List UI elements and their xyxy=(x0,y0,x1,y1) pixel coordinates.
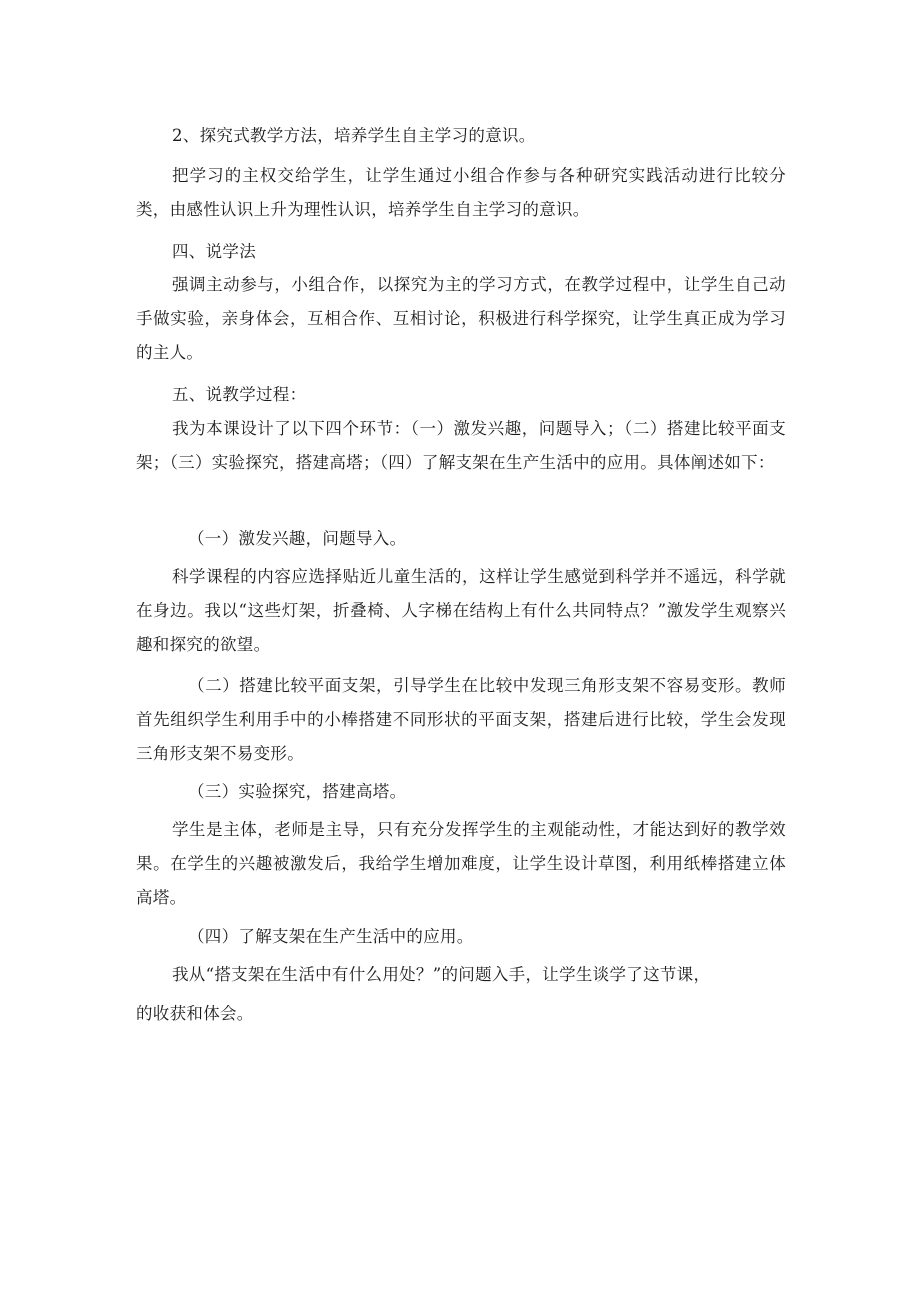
paragraph-stage-four-line-1: 我从“搭支架在生活中有什么用处？”的问题入手，让学生谈学了这节课， xyxy=(172,965,711,984)
section-heading-teaching-process: 五、说教学过程： xyxy=(172,385,307,404)
subheading-stage-three: （三）实验探究，搭建高塔。 xyxy=(188,782,407,801)
subheading-stage-four: （四）了解支架在生产生活中的应用。 xyxy=(188,927,474,946)
section-heading-inquiry-method: 2、探究式教学方法，培养学生自主学习的意识。 xyxy=(172,126,536,145)
subheading-stage-one: （一）激发兴趣，问题导入。 xyxy=(188,529,407,548)
paragraph-teaching-process-overview: 我为本课设计了以下四个环节：（一）激发兴趣，问题导入；（二）搭建比较平面支架；（三）实验探究，搭建高塔；（四）了解支架在生产生活中的应用。具体阐述如下： xyxy=(136,419,786,472)
paragraph-stage-two: （二）搭建比较平面支架，引导学生在比较中发现三角形支架不容易变形。教师首先组织学生利用手中的小棒搭建不同形状的平面支架，搭建后进行比较，学生会发现三角形支架不易变形。 xyxy=(136,676,786,763)
paragraph-stage-one: 科学课程的内容应选择贴近儿童生活的，这样让学生感觉到科学并不遥远，科学就在身边。我以“这些灯架，折叠椅、人字梯在结构上有什么共同特点？”激发学生观察兴趣和探究的欲望。 xyxy=(136,567,786,654)
paragraph-learning-method: 强调主动参与，小组合作，以探究为主的学习方式，在教学过程中，让学生自己动手做实验，亲身体会，互相合作、互相讨论，积极进行科学探究，让学生真正成为学习的主人。 xyxy=(136,275,786,362)
paragraph-stage-three: 学生是主体，老师是主导，只有充分发挥学生的主观能动性，才能达到好的教学效果。在学生的兴趣被激发后，我给学生增加难度，让学生设计草图，利用纸棒搭建立体高塔。 xyxy=(136,820,786,907)
paragraph-stage-four-line-2: 的收获和体会。 xyxy=(136,1004,254,1023)
section-heading-learning-method: 四、说学法 xyxy=(172,242,256,261)
paragraph-inquiry-method: 把学习的主权交给学生，让学生通过小组合作参与各种研究实践活动进行比较分类，由感性认识上升为理性认识，培养学生自主学习的意识。 xyxy=(136,166,786,219)
